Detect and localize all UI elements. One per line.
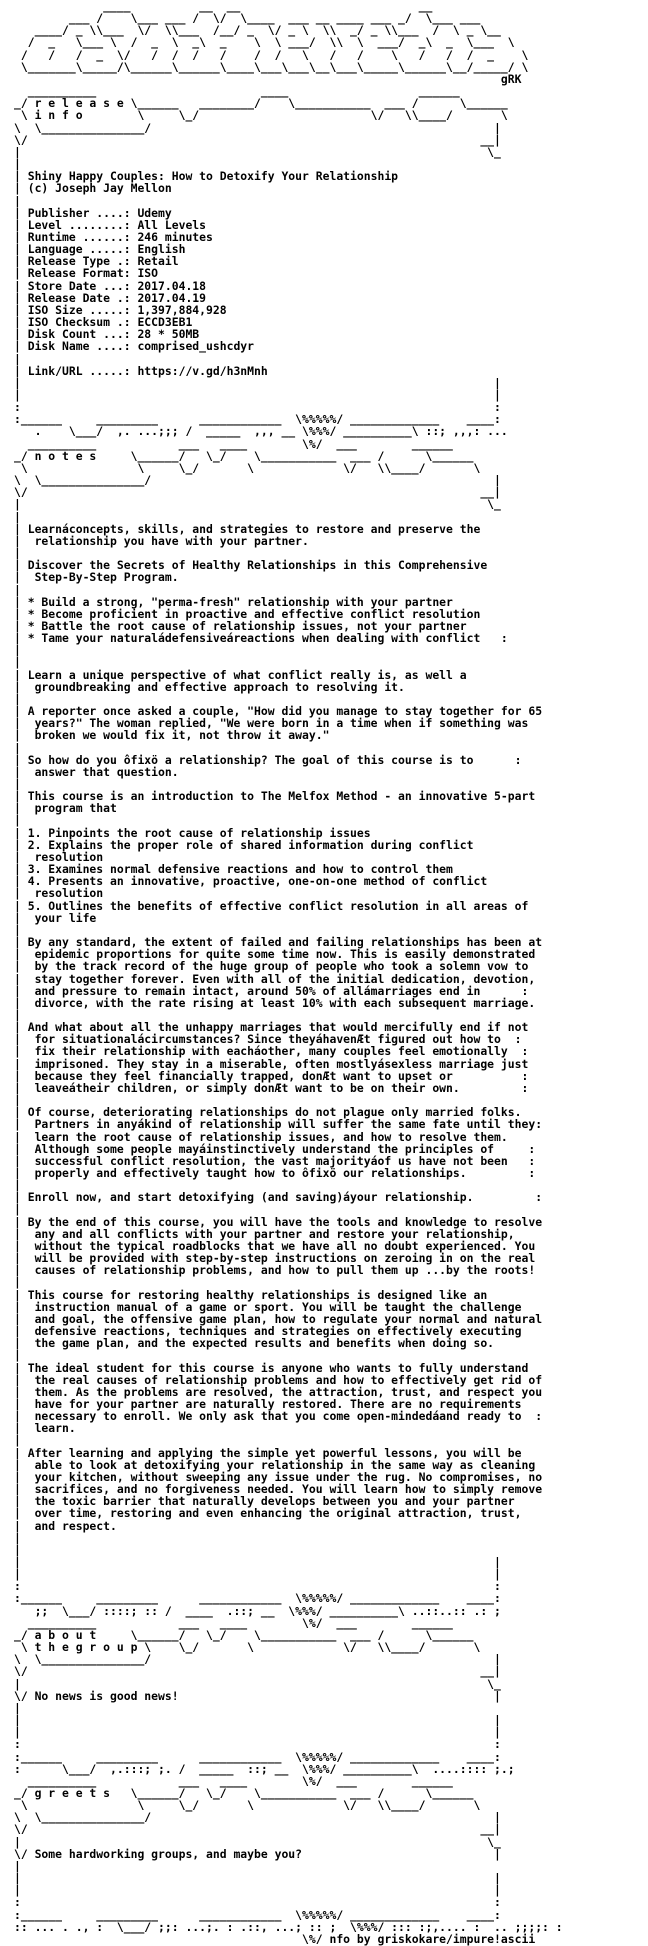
nfo-line: | Although some people mayáinstinctively understand the principles of :	[14, 1141, 536, 1156]
nfo-line: | 4. Presents an innovative, proactive, one-on-one method of conflict	[14, 874, 488, 889]
nfo-line: | resolution	[14, 849, 104, 864]
nfo-line: _/ n o t e s \______/ \_/ \___________ ___ / \______	[14, 448, 474, 463]
nfo-line: | 3. Examines normal defensive reactions and how to control them	[14, 862, 453, 877]
nfo-line: _/ g r e e t s \______/ \_/ \___________ ___ / \______	[14, 1785, 474, 1800]
nfo-line: | |	[14, 375, 501, 390]
nfo-line: | Of course, deteriorating relationships do not plague only married folks.	[14, 1105, 522, 1120]
nfo-line: |	[14, 1007, 21, 1022]
nfo-line: / / / _ \/ / / / / / / \ / / \ / / / _ \	[14, 47, 529, 62]
nfo-line: | learn the root cause of relationship issues, and how to resolve them.	[14, 1129, 508, 1144]
nfo-line: | and respect.	[14, 1518, 117, 1533]
nfo-line: | Enroll now, and start detoxifying (and saving)áyour relationship. :	[14, 1190, 543, 1205]
nfo-line: | Step-By-Step Program.	[14, 570, 179, 585]
nfo-line: \ t h e g r o u p \ \_/ \ \/ \\____/ \	[14, 1640, 481, 1655]
nfo-line: \_______\_____/\______\______\____\___\___\__\___\_____\______\__/_____/ \	[14, 59, 529, 74]
nfo-line: | Level ........: All Levels	[14, 217, 207, 232]
nfo-line: | will be provided with step-by-step instructions on zeroing in on the real	[14, 1251, 536, 1266]
nfo-line: | Shiny Happy Couples: How to Detoxify Your Relationship	[14, 169, 399, 184]
nfo-line: \%/ nfo by griskokare/impure!ascii	[14, 1931, 536, 1946]
nfo-line: | |	[14, 1713, 501, 1728]
nfo-line: | After learning and applying the simple yet powerful lessons, you will be	[14, 1445, 522, 1460]
nfo-line: | the real causes of relationship problems and how to effectively get rid of	[14, 1372, 543, 1387]
nfo-line: :______ _________ ____________ \%%%%%/ _____________ ____:	[14, 1591, 501, 1606]
nfo-line: | This course for restoring healthy relationships is designed like an	[14, 1287, 488, 1302]
nfo-line: | broken we would fix it, not throw it away."	[14, 728, 330, 743]
nfo-line: | imprisoned. They stay in a miserable, often mostlyásexless marriage just	[14, 1056, 529, 1071]
nfo-line: |	[14, 655, 21, 670]
nfo-line: | your life	[14, 910, 97, 925]
nfo-line: | |	[14, 1883, 501, 1898]
nfo-line: | Publisher ....: Udemy	[14, 205, 172, 220]
nfo-line: | Disk Count ...: 28 * 50MB	[14, 327, 200, 342]
nfo-line: | the game plan, and the expected results and benefits when doing so.	[14, 1336, 495, 1351]
nfo-line: \/ __|	[14, 485, 501, 500]
nfo-line: : :	[14, 1579, 501, 1594]
nfo-line: | Release Type .: Retail	[14, 254, 179, 269]
nfo-line: / _ \___ \ / _ \ _\ _ \ \ ___/ \\ \ ___/ _\ _ \___ \	[14, 35, 515, 50]
nfo-line: | Partners in anyákind of relationship will suffer the same fate until they:	[14, 1117, 543, 1132]
nfo-line: | relationship you have with your partner.	[14, 533, 309, 548]
nfo-line: | your kitchen, without sweeping any issue under the rug. No compromises, no	[14, 1469, 543, 1484]
nfo-line: | (c) Joseph Jay Mellon	[14, 181, 172, 196]
nfo-line: | * Become proficient in proactive and effective conflict resolution	[14, 606, 481, 621]
nfo-line: | over time, restoring and even enhancing the original attraction, trust,	[14, 1506, 522, 1521]
nfo-line: ;; \___/ ::::; :: / ____ .::; __ \%%%/ __________\ ..::..:: .: ;	[14, 1603, 501, 1618]
nfo-line: |	[14, 546, 21, 561]
nfo-line: \/ No news is good news! |	[14, 1688, 501, 1703]
nfo-line: | and pressure to remain intact, around 50% of allámarriages end in :	[14, 983, 529, 998]
nfo-line: | Link/URL .....: https://v.gd/h3nMnh	[14, 363, 268, 378]
nfo-line: | leaveátheir children, or simply donÆt want to be on their own. :	[14, 1080, 529, 1095]
nfo-line: | 1. Pinpoints the root cause of relationship issues	[14, 825, 371, 840]
nfo-line: : \___/ ,.:::; ;. / _____ ::; __ \%%%/ __________\ ....:::: ;.;	[14, 1761, 515, 1776]
nfo-line: |	[14, 509, 21, 524]
nfo-line: \/ __|	[14, 132, 501, 147]
nfo-line: | \_	[14, 497, 501, 512]
nfo-line: : :	[14, 1737, 501, 1752]
nfo-line: __________ ___ ____ \%/ ___ ______	[14, 1773, 453, 1788]
nfo-line: | 5. Outlines the benefits of effective conflict resolution in all areas of	[14, 898, 529, 913]
nfo-line: | groundbreaking and effective approach to resolving it.	[14, 679, 405, 694]
nfo-line: | divorce, with the rate rising at least 10% with each subsequent marriage.	[14, 995, 536, 1010]
nfo-line: | without the typical roadblocks that we have all no doubt experienced. You	[14, 1238, 536, 1253]
nfo-line: | This course is an introduction to The Melfox Method - an innovative 5-part	[14, 789, 536, 804]
nfo-line: \ \ \_/ \ \/ \\____/ \	[14, 1798, 481, 1813]
nfo-line: __________ ____ ______	[14, 84, 460, 99]
nfo-line: _/ a b o u t \______/ \_/ \___________ ___ / \______	[14, 1627, 474, 1642]
nfo-line: | And what about all the unhappy marriages that would mercifully end if not	[14, 1020, 529, 1035]
nfo-line: \/ __|	[14, 1822, 501, 1837]
nfo-line: \/ Some hardworking groups, and maybe you? |	[14, 1846, 501, 1861]
nfo-line: |	[14, 1700, 21, 1715]
nfo-line: | necessary to enroll. We only ask that you come open-mindedáand ready to :	[14, 1409, 543, 1424]
nfo-line: ___ / \___ ___ / \/ \____ ___ __ ____ ___ _/ \___ ___	[14, 11, 481, 26]
nfo-line: | Release Date .: 2017.04.19	[14, 290, 207, 305]
nfo-line: \ \_______________/ |	[14, 1810, 501, 1825]
nfo-line: \ \_______________/ |	[14, 473, 501, 488]
nfo-line: | \_	[14, 1676, 501, 1691]
nfo-line: |	[14, 1433, 21, 1448]
nfo-line: | by the track record of the huge group of people who took a solemn vow to	[14, 959, 529, 974]
nfo-line: | sacrifices, and no forgiveness needed. You will learn how to simply remove	[14, 1482, 543, 1497]
nfo-line: | answer that question.	[14, 764, 179, 779]
nfo-line: |	[14, 1348, 21, 1363]
nfo-line: | By the end of this course, you will have the tools and knowledge to resolve	[14, 1214, 543, 1229]
nfo-line: \/ __|	[14, 1664, 501, 1679]
nfo-line: \ i n f o \ \_/ \/ \\____/ \	[14, 108, 508, 123]
nfo-line: | |	[14, 388, 501, 402]
nfo-line: | |	[14, 1725, 501, 1740]
nfo-line: | program that	[14, 801, 117, 816]
nfo-line: | |	[14, 1567, 501, 1582]
nfo-line: :: ... . ., : \___/ ;;: ...;. : .::, ...; :: ; \%%%/ ::: :;,.... : .. ;;;;: :	[14, 1919, 563, 1934]
nfo-line: ____ __ __ __	[14, 0, 433, 13]
nfo-line: | |	[14, 1871, 501, 1886]
nfo-line: | them. As the problems are resolved, the attraction, trust, and respect you	[14, 1384, 543, 1399]
nfo-line: :______ _________ ____________ \%%%%%/ _____________ ____:	[14, 1907, 501, 1922]
nfo-line: | able to look at detoxifying your relationship in the same way as cleaning	[14, 1457, 536, 1472]
nfo-line: | Disk Name ....: comprised_ushcdyr	[14, 339, 255, 354]
nfo-line: \ \ \_/ \ \/ \\____/ \	[14, 460, 481, 475]
nfo-line: | Learnáconcepts, skills, and strategies to restore and preserve the	[14, 521, 481, 536]
nfo-line: | defensive reactions, techniques and strategies on effectively executing	[14, 1324, 522, 1339]
nfo-line: : :	[14, 1895, 501, 1910]
nfo-line: |	[14, 193, 21, 208]
nfo-line: | Store Date ...: 2017.04.18	[14, 278, 207, 293]
nfo-line: |	[14, 157, 21, 172]
nfo-line: . \___/ ,. ...;;; / _____ ,,, __ \%%%/ __________\ ::; ,,,: ...	[14, 424, 508, 439]
nfo-line: | * Battle the root cause of relationship issues, not your partner	[14, 618, 467, 633]
nfo-line: :______ _________ ____________ \%%%%%/ _____________ ____:	[14, 412, 501, 427]
nfo-line: \ \_______________/ |	[14, 1652, 501, 1667]
nfo-line: __________ ___ ____ \%/ ___ ______	[14, 436, 453, 451]
nfo-line: | Discover the Secrets of Healthy Relationships in this Comprehensive	[14, 558, 488, 573]
nfo-line: | Language .....: English	[14, 242, 186, 257]
nfo-line: | causes of relationship problems, and how to pull them up ...by the roots!	[14, 1263, 536, 1278]
nfo-line: | ISO Checksum .: ECCD3EB1	[14, 315, 193, 330]
nfo-line: |	[14, 1858, 21, 1873]
nfo-line: ____/ _ \\___ \/ \\___ /__/ _ \/ _ \ \\ _/ _ \\___ / \ _ \__	[14, 23, 501, 38]
nfo-line: :______ _________ ____________ \%%%%%/ _____________ ____:	[14, 1749, 501, 1764]
nfo-line: \ \_______________/ |	[14, 120, 501, 135]
nfo-line: | any and all conflicts with your partner and restore your relationship,	[14, 1226, 515, 1241]
nfo-line: |	[14, 777, 21, 791]
nfo-line: | epidemic proportions for quite some time now. This is easily demonstrated	[14, 947, 536, 962]
nfo-line: |	[14, 643, 21, 658]
nfo-line: | have for your partner are naturally restored. There are no requirements	[14, 1396, 522, 1411]
nfo-line: | * Tame your naturaládefensiveáreactions when dealing with conflict :	[14, 631, 508, 646]
nfo-line: | ISO Size .....: 1,397,884,928	[14, 302, 227, 317]
nfo-line: | fix their relationship with eacháother, many couples feel emotionally :	[14, 1044, 529, 1059]
nfo-line: | learn.	[14, 1421, 76, 1436]
nfo-line: | So how do you ôfixö a relationship? The goal of this course is to :	[14, 752, 522, 767]
nfo-line: |	[14, 1275, 21, 1290]
nfo-line: |	[14, 1093, 21, 1108]
nfo-line: |	[14, 1530, 21, 1545]
nfo-line: |	[14, 813, 21, 828]
nfo-line: |	[14, 1542, 21, 1557]
nfo-line: | because they feel financially trapped, donÆt want to upset or :	[14, 1068, 529, 1083]
nfo-line: | resolution	[14, 886, 104, 901]
nfo-line: | successful conflict resolution, the vast majorityáof us have not been :	[14, 1153, 536, 1168]
nfo-line: | 2. Explains the proper role of shared information during conflict	[14, 837, 474, 852]
nfo-line: | * Build a strong, "perma-fresh" relationship with your partner	[14, 594, 453, 609]
nfo-line: |	[14, 1178, 21, 1193]
nfo-line: | Learn a unique perspective of what conflict really is, as well a	[14, 667, 467, 682]
nfo-line: | |	[14, 1555, 501, 1569]
nfo-line: | stay together forever. Even with all of the initial dedication, devotion,	[14, 971, 536, 986]
nfo-line: | years?" The woman replied, "We were born in a time when if something was	[14, 716, 529, 731]
nfo-line: | Release Format: ISO	[14, 266, 159, 281]
nfo-line: | properly and effectively taught how to ôfixö our relationships. :	[14, 1166, 536, 1180]
nfo-line: | The ideal student for this course is anyone who wants to fully understand	[14, 1360, 529, 1375]
nfo-line: | and goal, the offensive game plan, how to regulate your normal and natural	[14, 1311, 543, 1326]
nfo-line: |	[14, 691, 21, 706]
nfo-line: | instruction manual of a game or sport. You will be taught the challenge	[14, 1299, 522, 1314]
nfo-line: _/ r e l e a s e \______ ________/ \___________ ___ / \______	[14, 96, 508, 111]
nfo-line: |	[14, 351, 21, 366]
nfo-line: gRK	[14, 71, 522, 86]
nfo-line: |	[14, 740, 21, 755]
nfo-line: | the toxic barrier that naturally develops between you and your partner	[14, 1494, 515, 1509]
nfo-line: | By any standard, the extent of failed and failing relationships has been at	[14, 935, 543, 950]
nfo-line: __________ ___ ____ \%/ ___ ______	[14, 1615, 453, 1630]
nfo-line: | Runtime ......: 246 minutes	[14, 229, 213, 244]
nfo-line: |	[14, 922, 21, 937]
nfo-line: | \_	[14, 1834, 501, 1849]
nfo-line: | A reporter once asked a couple, "How did you manage to stay together for 65	[14, 704, 543, 719]
nfo-line: |	[14, 582, 21, 597]
nfo-line: |	[14, 1202, 21, 1217]
nfo-line: | \_	[14, 144, 501, 159]
nfo-line: | for situationalácircumstances? Since theyáhavenÆt figured out how to :	[14, 1032, 522, 1047]
nfo-line: : :	[14, 400, 501, 415]
